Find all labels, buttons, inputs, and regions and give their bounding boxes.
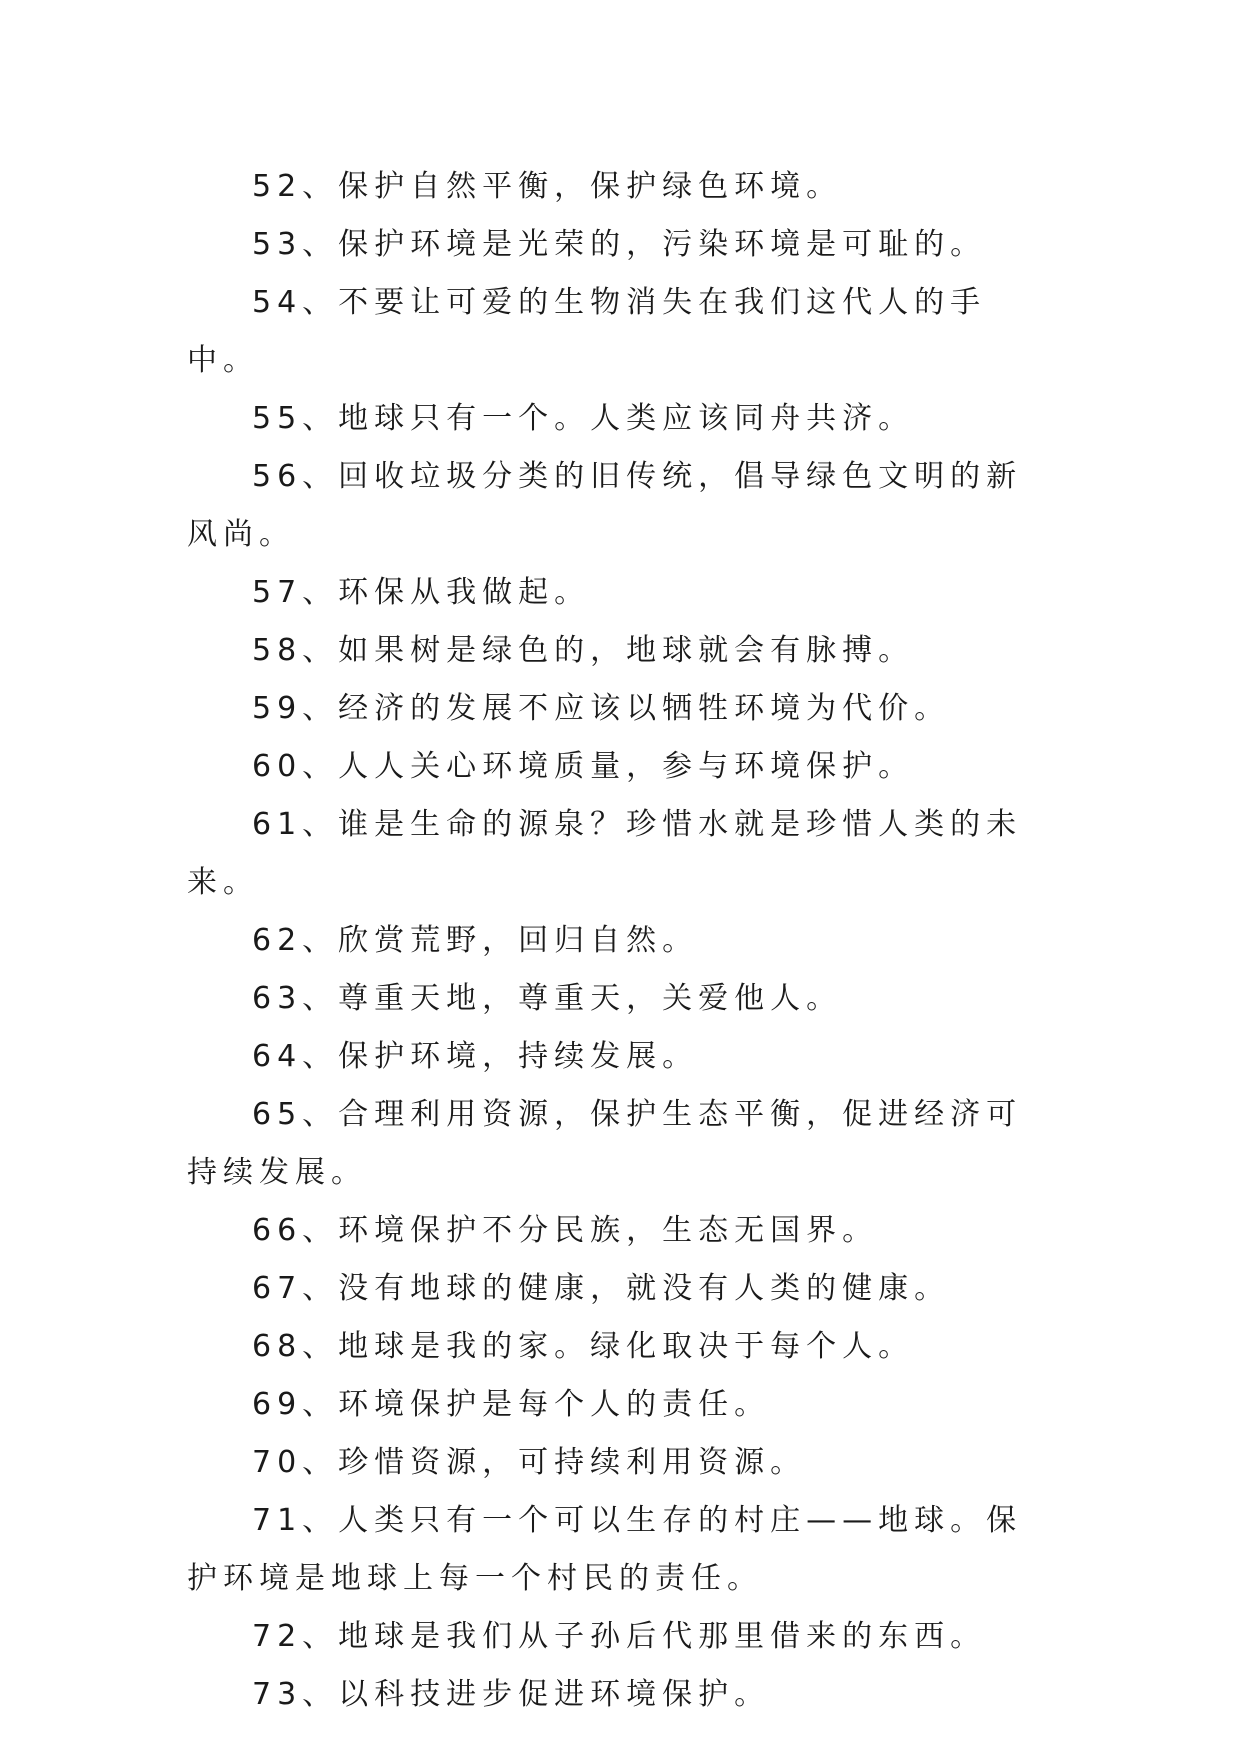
paragraph-66: 66、环境保护不分民族，生态无国界。 (252, 1213, 879, 1248)
paragraph-60: 60、人人关心环境质量，参与环境保护。 (252, 749, 915, 784)
paragraph-64: 64、保护环境，持续发展。 (252, 1039, 699, 1074)
document-body (187, 158, 1057, 1724)
paragraph-61: 61、谁是生命的源泉？珍惜水就是珍惜人类的未来。 (187, 807, 1023, 900)
paragraph-53: 53、保护环境是光荣的，污染环境是可耻的。 (252, 227, 987, 262)
paragraph-67: 67、没有地球的健康，就没有人类的健康。 (252, 1271, 951, 1306)
paragraph-57: 57、环保从我做起。 (252, 575, 591, 610)
paragraph-68: 68、地球是我的家。绿化取决于每个人。 (252, 1329, 915, 1364)
paragraph-55: 55、地球只有一个。人类应该同舟共济。 (252, 401, 915, 436)
paragraph-59: 59、经济的发展不应该以牺牲环境为代价。 (252, 691, 951, 726)
paragraph-72: 72、地球是我们从子孙后代那里借来的东西。 (252, 1619, 987, 1654)
paragraph-58: 58、如果树是绿色的，地球就会有脉搏。 (252, 633, 915, 668)
paragraph-63: 63、尊重天地，尊重天，关爱他人。 (252, 981, 843, 1016)
paragraph-54: 54、不要让可爱的生物消失在我们这代人的手中。 (187, 285, 987, 378)
paragraph-65: 65、合理利用资源，保护生态平衡，促进经济可持续发展。 (187, 1097, 1023, 1190)
paragraph-69: 69、环境保护是每个人的责任。 (252, 1387, 771, 1422)
paragraph-70: 70、珍惜资源，可持续利用资源。 (252, 1445, 807, 1480)
paragraph-71: 71、人类只有一个可以生存的村庄——地球。保护环境是地球上每一个村民的责任。 (187, 1503, 1023, 1596)
paragraph-56: 56、回收垃圾分类的旧传统，倡导绿色文明的新风尚。 (187, 459, 1023, 552)
paragraph-52: 52、保护自然平衡，保护绿色环境。 (252, 169, 843, 204)
paragraph-73: 73、以科技进步促进环境保护。 (252, 1677, 771, 1712)
paragraph-62: 62、欣赏荒野，回归自然。 (252, 923, 699, 958)
